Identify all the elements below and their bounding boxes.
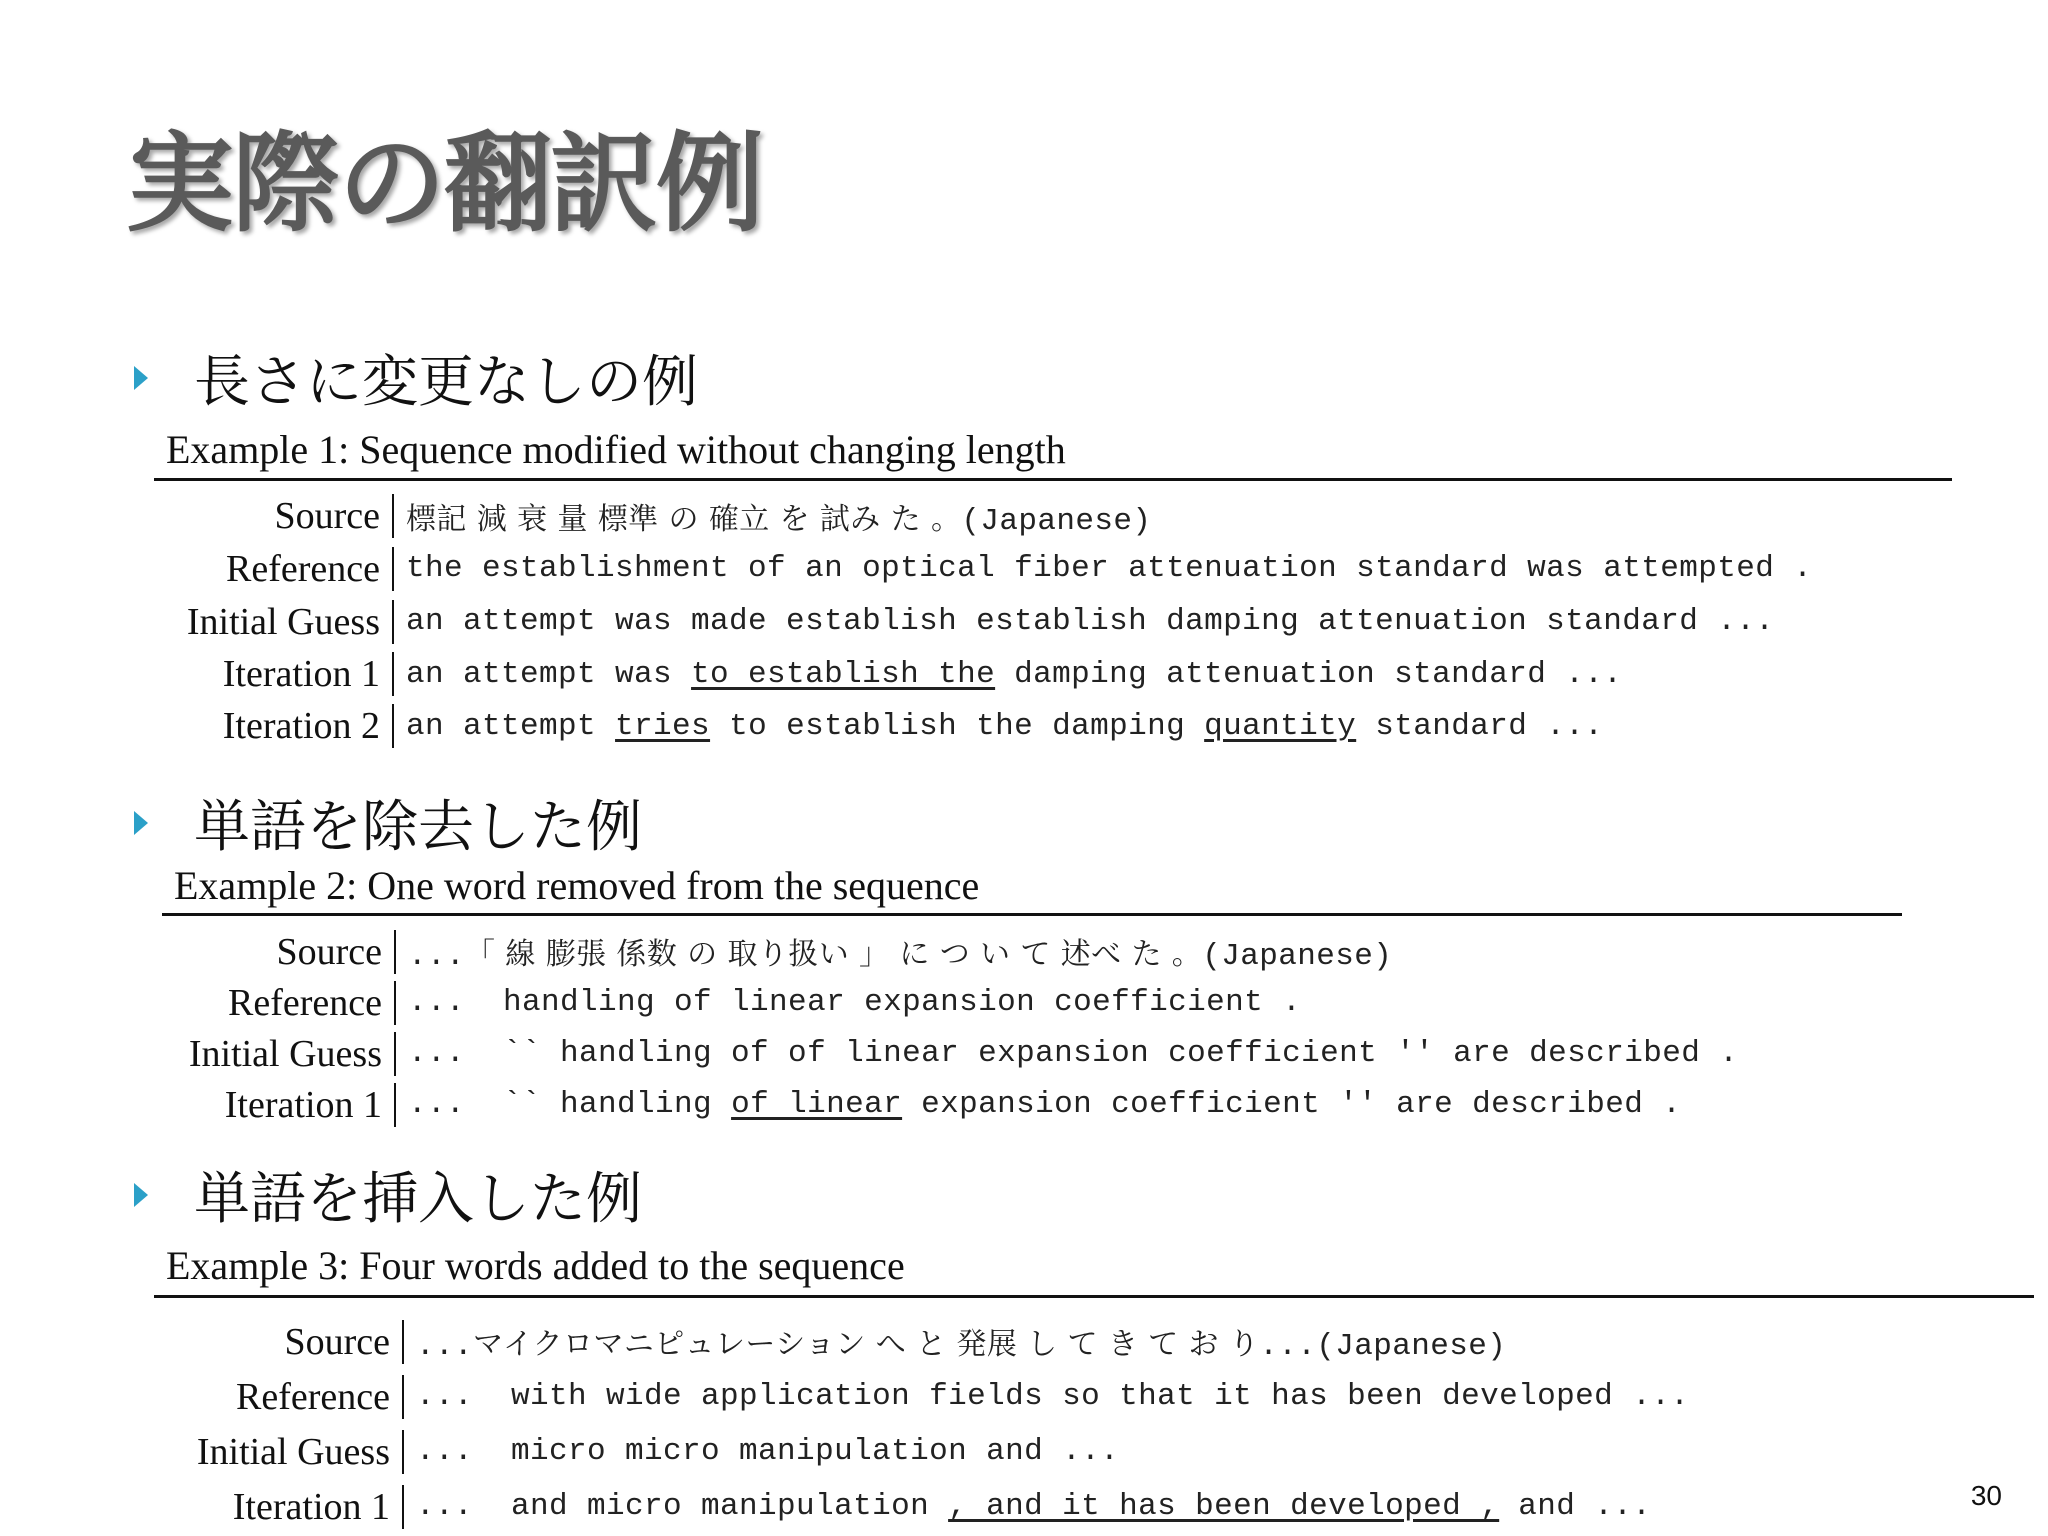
text-segment: standard ... (1356, 708, 1604, 744)
language-note: (Japanese) (961, 503, 1152, 539)
row-label: Reference (168, 981, 396, 1025)
row-text: the establishment of an optical fiber attenuation standard was attempted . (406, 551, 1813, 586)
table-row (160, 648, 1812, 700)
row-label: Reference (162, 1375, 404, 1419)
example-3-caption: Example 3: Four words added to the sequence (166, 1243, 905, 1288)
table-row (162, 1479, 1689, 1534)
example-2-caption: Example 2: One word removed from the sequence (174, 863, 980, 908)
changed-segment: quantity (1204, 708, 1357, 744)
table-row (168, 926, 1738, 977)
language-note: ...(Japanese) (1259, 1329, 1507, 1364)
row-text (396, 1087, 1681, 1122)
row-text: ... with wide application fields so that it has been developed ... (416, 1379, 1690, 1414)
bullet-text: 単語を挿入した例 (194, 1167, 642, 1232)
row-text (404, 1319, 1506, 1364)
table-row (162, 1424, 1689, 1479)
example-1-caption: Example 1: Sequence modified without changing length (166, 427, 1066, 472)
row-label: Iteration 1 (168, 1083, 396, 1127)
row-text (394, 494, 1151, 539)
text-segment: damping attenuation standard ... (995, 656, 1623, 692)
japanese-source: 標記 減 衰 量 標準 の 確立 を 試み た 。 (406, 501, 962, 537)
changed-segment: of linear (731, 1087, 903, 1122)
page-title: 実際の翻訳例 (126, 122, 763, 247)
table-row (168, 1079, 1738, 1130)
row-label: Iteration 1 (162, 1485, 404, 1529)
row-text (394, 657, 1622, 692)
table-row (160, 542, 1812, 595)
row-text (394, 709, 1603, 744)
text-segment: ... (416, 1329, 474, 1364)
text-segment: an attempt (406, 708, 616, 744)
page-number: 30 (1970, 1480, 2002, 1511)
row-text: ... micro micro manipulation and ... (416, 1434, 1120, 1469)
text-segment: and ... (1499, 1489, 1652, 1524)
row-label: Iteration 2 (160, 704, 394, 748)
row-label: Source (160, 494, 394, 538)
row-text (396, 929, 1392, 974)
example-1-rule (154, 478, 1952, 481)
table-row (162, 1369, 1689, 1424)
bullet-arrow-icon (134, 1183, 148, 1207)
row-text (404, 1489, 1651, 1524)
example-3-rule (154, 1295, 2034, 1298)
bullet-length-unchanged (134, 338, 698, 418)
row-label: Source (168, 930, 396, 974)
changed-segment: tries (615, 708, 711, 744)
table-row (168, 1028, 1738, 1079)
row-label: Iteration 1 (160, 652, 394, 696)
example-2-rule (162, 913, 1902, 916)
bullet-text: 単語を除去した例 (194, 795, 642, 860)
example-1-table (160, 490, 1812, 752)
row-label: Initial Guess (162, 1430, 404, 1474)
table-row (160, 595, 1812, 648)
japanese-source: マイクロマニピュレーション へ と 発展 し て き て お り (473, 1327, 1260, 1362)
row-label: Initial Guess (160, 600, 394, 644)
example-2-table (168, 926, 1738, 1130)
bullet-arrow-icon (134, 811, 148, 835)
text-segment: an attempt was (406, 656, 692, 692)
text-segment: expansion coefficient '' are described . (902, 1087, 1682, 1122)
language-note: (Japanese) (1202, 939, 1393, 974)
changed-segment: , and it has been developed , (948, 1489, 1500, 1524)
row-text: an attempt was made establish establish damping attenuation standard ... (406, 604, 1775, 639)
table-row (160, 490, 1812, 542)
row-label: Reference (160, 547, 394, 591)
bullet-text: 長さに変更なしの例 (194, 350, 698, 415)
row-label: Initial Guess (168, 1032, 396, 1076)
row-text: ... `` handling of of linear expansion coefficient '' are described . (408, 1036, 1739, 1071)
table-row (168, 977, 1738, 1028)
bullet-word-removed (134, 783, 642, 863)
text-segment: ... `` handling (408, 1087, 732, 1122)
table-row (160, 700, 1812, 752)
row-text: ... handling of linear expansion coefficient . (408, 985, 1302, 1020)
text-segment: ... (408, 939, 466, 974)
example-3-table (162, 1314, 1689, 1534)
text-segment: to establish the damping (710, 708, 1205, 744)
row-label: Source (162, 1320, 404, 1364)
table-row (162, 1314, 1689, 1369)
japanese-source: 「 線 膨張 係数 の 取り扱い 」 に つ い て 述べ た 。 (465, 937, 1203, 972)
changed-segment: to establish the (691, 656, 996, 692)
bullet-arrow-icon (134, 366, 148, 390)
bullet-words-inserted (134, 1155, 642, 1235)
text-segment: ... and micro manipulation (416, 1489, 949, 1524)
